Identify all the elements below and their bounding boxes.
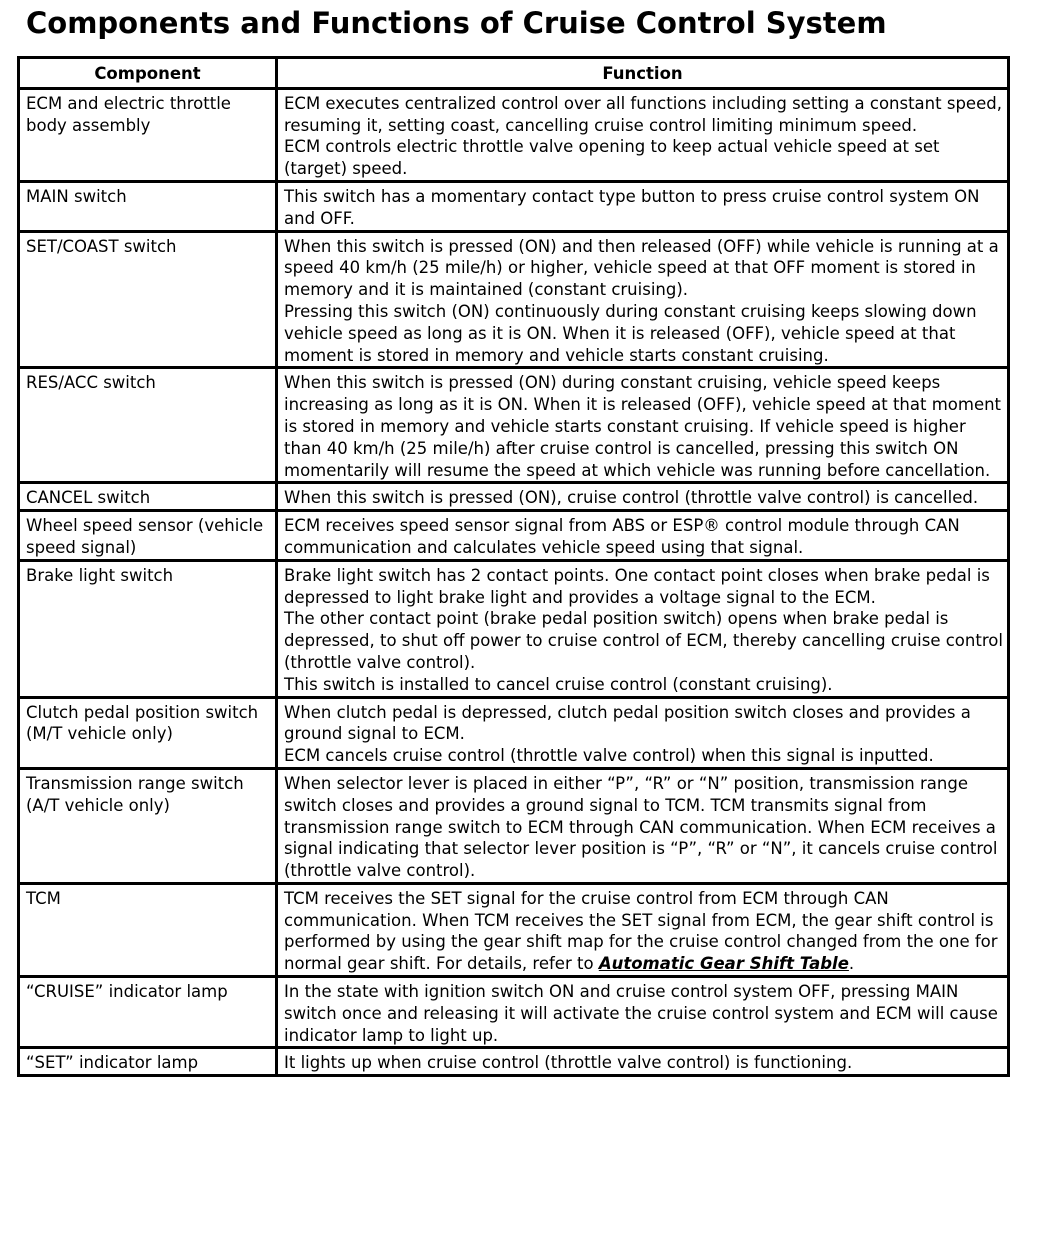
function-cell [277, 511, 1009, 561]
component-cell: ECM and electric throttle body assembly [19, 88, 277, 181]
function-paragraph: ECM executes centralized control over all functions including setting a constant speed, resuming it, setting coast, cancelling cruise control limiting minimum speed. [284, 93, 1002, 135]
function-paragraph: When this switch is pressed (ON) and then released (OFF) while vehicle is running at a speed 40 km/h (25 mile/h) or higher, vehicle speed at that OFF moment is stored in memory and it is maintained (constant cruising). [284, 236, 999, 300]
function-text-tail: . [848, 954, 855, 974]
function-paragraph: The other contact point (brake pedal position switch) opens when brake pedal is depressed, to shut off power to cruise control of ECM, thereby cancelling cruise control (throttle valve control). [284, 609, 1003, 672]
component-cell: Brake light switch [19, 560, 277, 697]
component-cell: MAIN switch [19, 181, 277, 231]
function-cell [277, 560, 1009, 697]
function-paragraph: Pressing this switch (ON) continuously during constant cruising keeps slowing down vehicle speed as long as it is ON. When it is released (OFF), vehicle speed at that moment is stored in memory and vehicle starts constant cruising. [284, 301, 977, 365]
function-cell [277, 768, 1009, 883]
function-paragraph: This switch has a momentary contact type button to press cruise control system ON and OFF. [284, 186, 980, 228]
component-cell: RES/ACC switch [19, 368, 277, 483]
table-row [19, 483, 1009, 511]
table-body [19, 88, 1009, 1075]
table-row [19, 368, 1009, 483]
function-cell [277, 1048, 1009, 1076]
column-header-function: Function [277, 58, 1009, 89]
table-row [19, 697, 1009, 768]
table-row [19, 883, 1009, 976]
table-row [19, 560, 1009, 697]
component-cell: Wheel speed sensor (vehicle speed signal) [19, 511, 277, 561]
components-functions-table [17, 56, 1010, 1077]
function-cell [277, 181, 1009, 231]
function-cell [277, 883, 1009, 976]
table-row [19, 181, 1009, 231]
component-cell: Transmission range switch (A/T vehicle only) [19, 768, 277, 883]
function-cell [277, 697, 1009, 768]
component-cell: SET/COAST switch [19, 231, 277, 368]
function-cell [277, 977, 1009, 1048]
table-row [19, 511, 1009, 561]
component-cell: Clutch pedal position switch (M/T vehicle only) [19, 697, 277, 768]
component-cell: TCM [19, 883, 277, 976]
page-title: Components and Functions of Cruise Control System [26, 6, 887, 40]
function-paragraph: ECM receives speed sensor signal from ABS or ESP® control module through CAN communication and calculates vehicle speed using that signal. [284, 516, 960, 557]
function-paragraph: Brake light switch has 2 contact points. One contact point closes when brake pedal is depressed to light brake light and provides a voltage signal to the ECM. [284, 565, 990, 607]
function-paragraph: When selector lever is placed in either “P”, “R” or “N” position, transmission range switch closes and provides a ground signal to TCM. TCM transmits signal from transmission range switch to ECM through CAN communication. When ECM receives a signal indicating that selector lever position is “P”, “R” or “N”, it cancels cruise control (throttle valve control). [284, 773, 998, 881]
function-cell [277, 483, 1009, 511]
function-paragraph: In the state with ignition switch ON and cruise control system OFF, pressing MAIN switch once and releasing it will activate the cruise control system and ECM will cause indicator lamp to light up. [284, 982, 998, 1045]
function-paragraph: ECM controls electric throttle valve opening to keep actual vehicle speed at set (target) speed. [284, 137, 940, 179]
function-paragraph: This switch is installed to cancel cruise control (constant cruising). [284, 674, 833, 694]
component-cell: “CRUISE” indicator lamp [19, 977, 277, 1048]
function-paragraph: When this switch is pressed (ON) during constant cruising, vehicle speed keeps increasing as long as it is ON. When it is released (OFF), vehicle speed at that moment is stored in memory and vehicle starts constant cruising. If vehicle speed is higher than 40 km/h (25 mile/h) after cruise control is cancelled, pressing this switch ON momentarily will resume the speed at which vehicle was running before cancellation. [284, 373, 1002, 480]
table-header-row [19, 58, 1009, 89]
table-row [19, 768, 1009, 883]
table-row [19, 231, 1009, 368]
component-cell: “SET” indicator lamp [19, 1048, 277, 1076]
function-paragraph [284, 888, 1004, 975]
function-cell [277, 368, 1009, 483]
function-paragraph: When this switch is pressed (ON), cruise control (throttle valve control) is cancelled. [284, 488, 979, 508]
column-header-component: Component [19, 58, 277, 89]
function-cell [277, 231, 1009, 368]
table-row [19, 977, 1009, 1048]
table-row [19, 1048, 1009, 1076]
function-paragraph: When clutch pedal is depressed, clutch pedal position switch closes and provides a ground signal to ECM. [284, 702, 971, 744]
function-text: TCM receives the SET signal for the cruise control from ECM through CAN communication. When TCM receives the SET signal from ECM, the gear shift control is performed by using the gear shift map for the cruise control changed from the one for normal gear shift. For details, refer to [284, 888, 998, 974]
function-paragraph: It lights up when cruise control (throttle valve control) is functioning. [284, 1053, 853, 1073]
table-row [19, 88, 1009, 181]
automatic-gear-shift-table-link[interactable]: Automatic Gear Shift Table [598, 954, 849, 974]
function-paragraph: ECM cancels cruise control (throttle valve control) when this signal is inputted. [284, 746, 934, 766]
function-cell [277, 88, 1009, 181]
component-cell: CANCEL switch [19, 483, 277, 511]
